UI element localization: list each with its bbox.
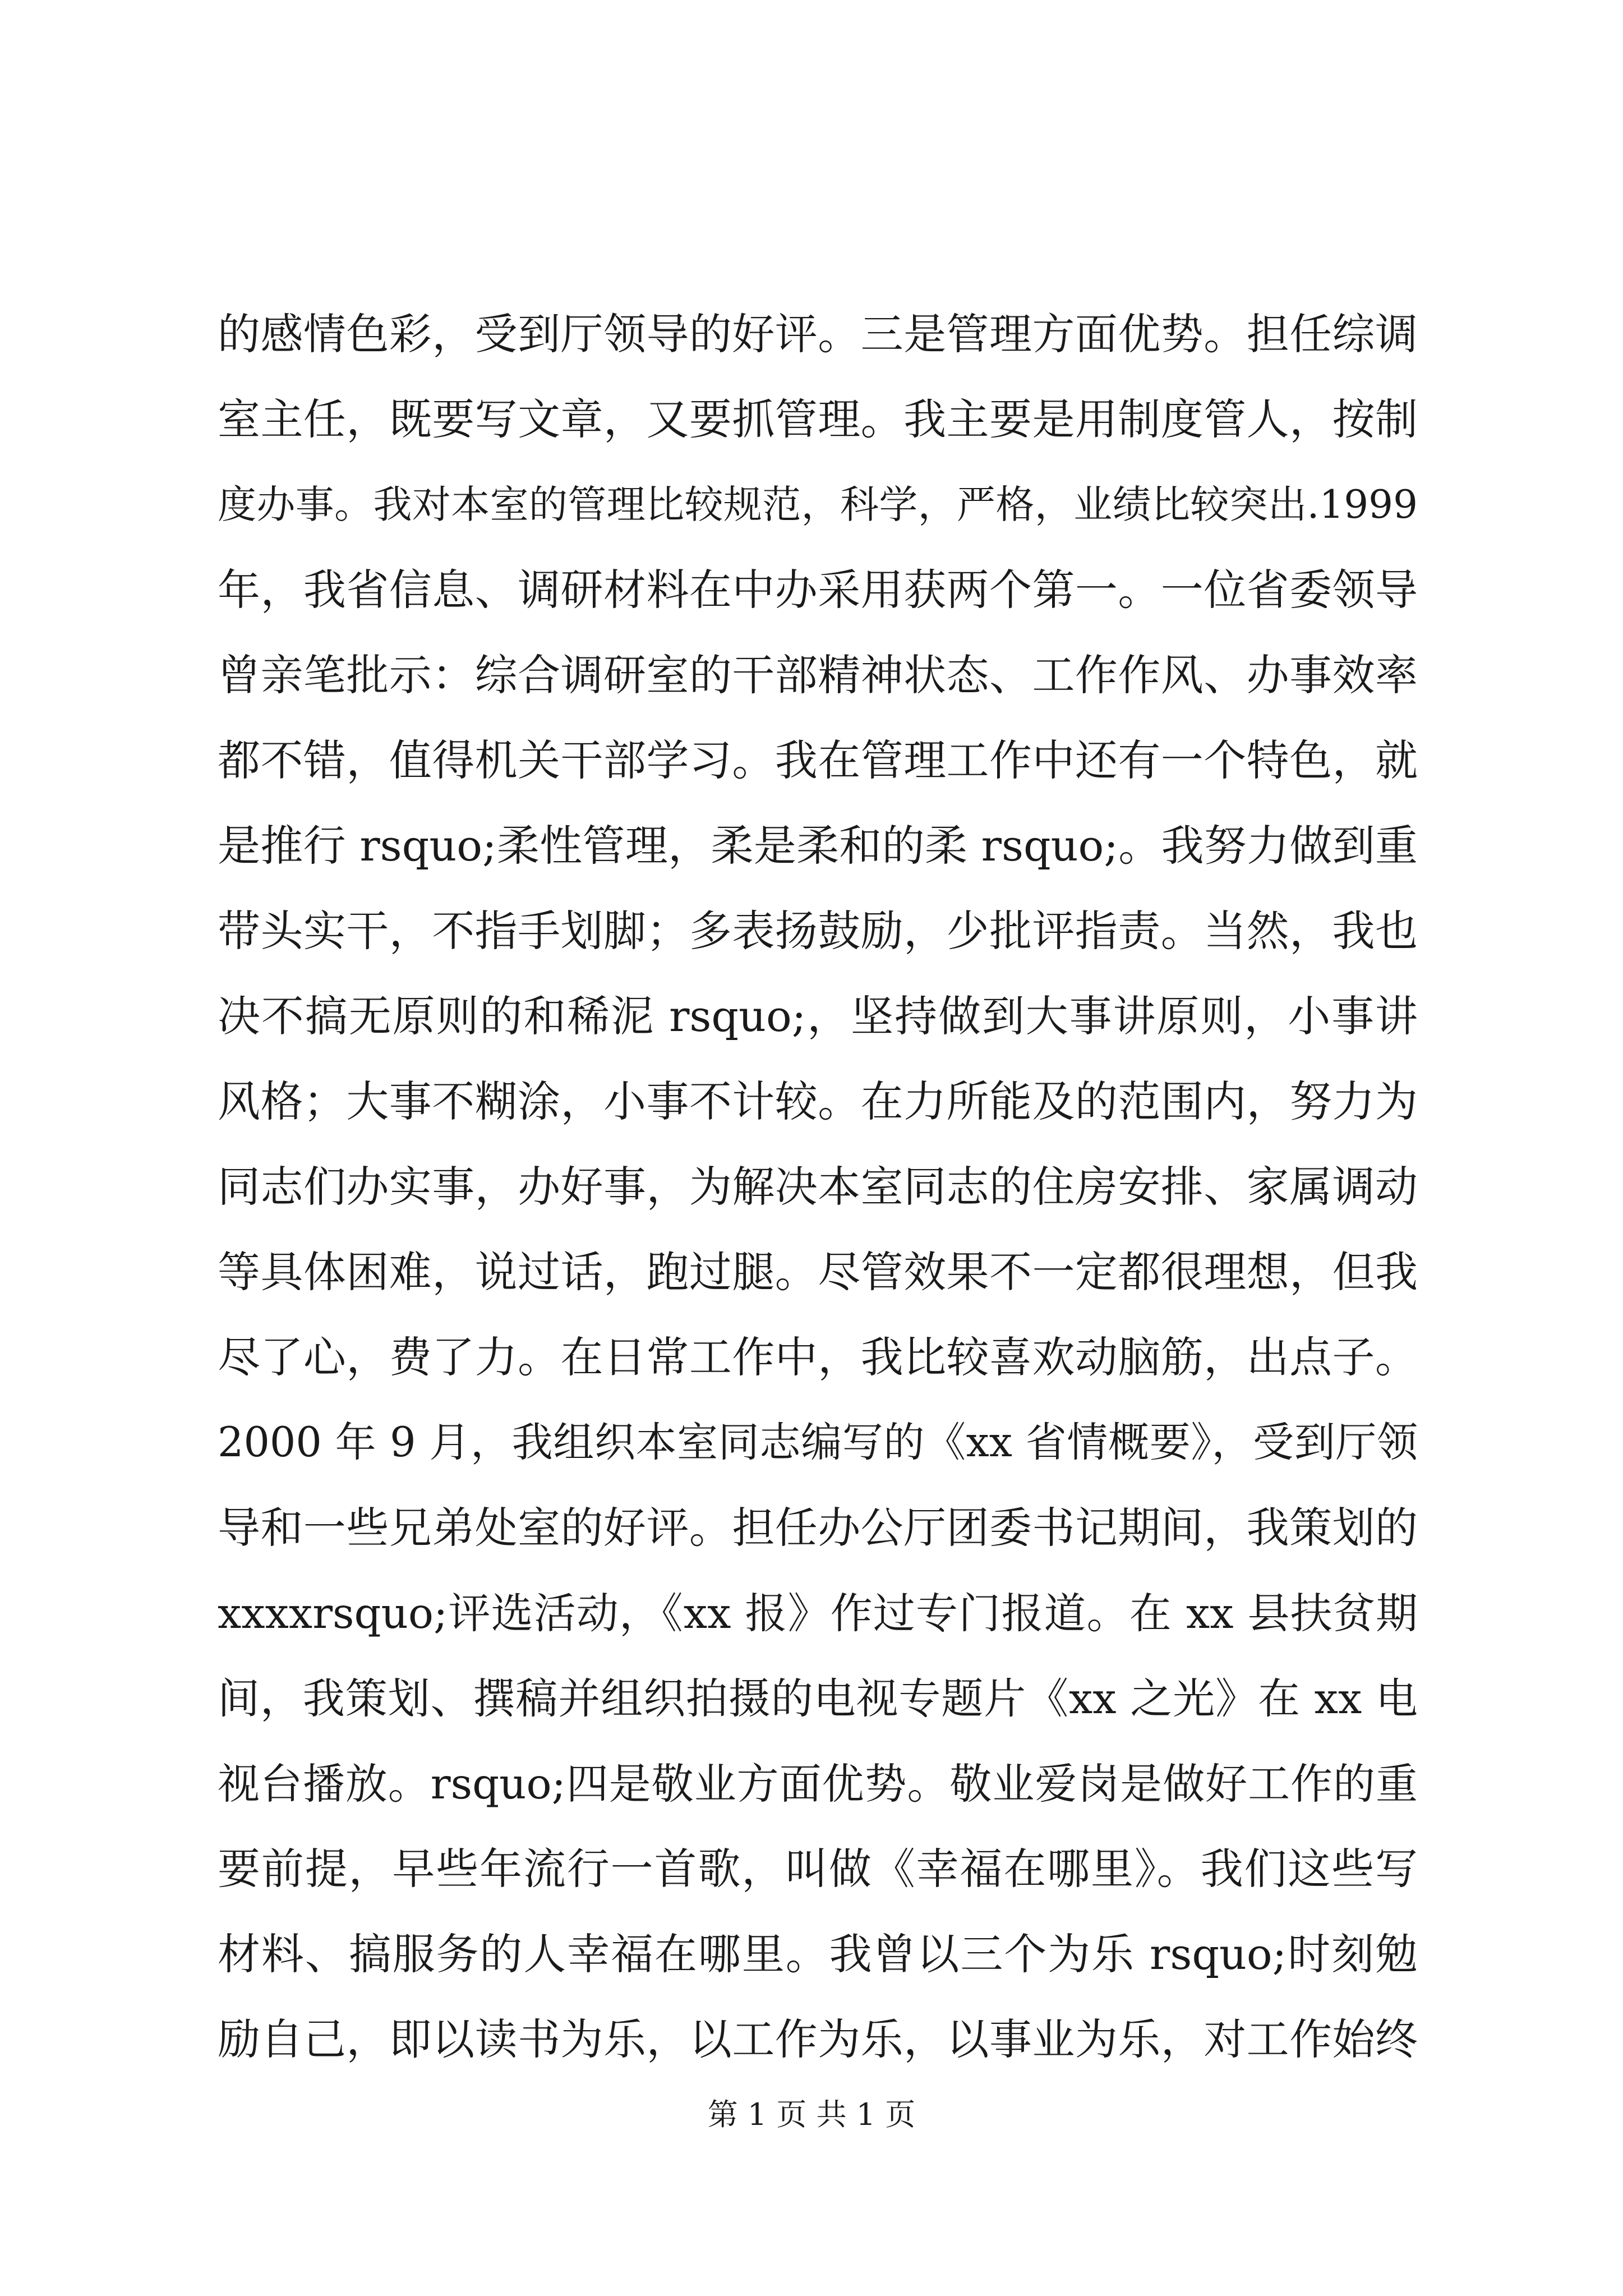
text-line: 年，我省信息、调研材料在中办采用获两个第一。一位省委领导	[218, 565, 1418, 615]
text-line: 要前提，早些年流行一首歌，叫做《幸福在哪里》。我们这些写	[218, 1844, 1418, 1894]
text-line: 决不搞无原则的和稀泥 rsquo;，坚持做到大事讲原则，小事讲	[218, 991, 1418, 1041]
text-line: 曾亲笔批示：综合调研室的干部精神状态、工作作风、办事效率	[218, 650, 1418, 700]
text-line: 励自己，即以读书为乐，以工作为乐，以事业为乐，对工作始终	[218, 2014, 1418, 2064]
page-footer: 第 1 页 共 1 页	[707, 2097, 916, 2132]
text-line: 导和一些兄弟处室的好评。担任办公厅团委书记期间，我策划的	[218, 1503, 1418, 1553]
text-line: 度办事。我对本室的管理比较规范，科学，严格，业绩比较突出.1999	[218, 482, 1418, 527]
text-line: xxxxrsquo;评选活动，《xx 报》作过专门报道。在 xx 县扶贫期	[218, 1589, 1418, 1638]
text-line: 材料、搞服务的人幸福在哪里。我曾以三个为乐 rsquo;时刻勉	[218, 1929, 1418, 1979]
text-line: 带头实干，不指手划脚；多表扬鼓励，少批评指责。当然，我也	[218, 906, 1418, 956]
text-line: 的感情色彩，受到厅领导的好评。三是管理方面优势。担任综调	[218, 309, 1418, 359]
text-line: 风格；大事不糊涂，小事不计较。在力所能及的范围内，努力为	[218, 1076, 1418, 1126]
text-line: 室主任，既要写文章，又要抓管理。我主要是用制度管人，按制	[218, 394, 1418, 444]
text-line: 是推行 rsquo;柔性管理，柔是柔和的柔 rsquo;。我努力做到重	[218, 821, 1418, 871]
text-line: 都不错，值得机关干部学习。我在管理工作中还有一个特色，就	[218, 735, 1418, 785]
text-line: 2000 年 9 月，我组织本室同志编写的《xx 省情概要》，受到厅领	[218, 1419, 1418, 1466]
text-line: 视台播放。rsquo;四是敬业方面优势。敬业爱岗是做好工作的重	[218, 1759, 1418, 1809]
body-text	[218, 292, 1418, 2082]
text-line: 间，我策划、撰稿并组织拍摄的电视专题片《xx 之光》在 xx 电	[218, 1674, 1418, 1723]
text-line: 等具体困难，说过话，跑过腿。尽管效果不一定都很理想，但我	[218, 1247, 1418, 1297]
text-line: 尽了心，费了力。在日常工作中，我比较喜欢动脑筋，出点子。	[218, 1332, 1418, 1382]
text-line: 同志们办实事，办好事，为解决本室同志的住房安排、家属调动	[218, 1162, 1418, 1212]
